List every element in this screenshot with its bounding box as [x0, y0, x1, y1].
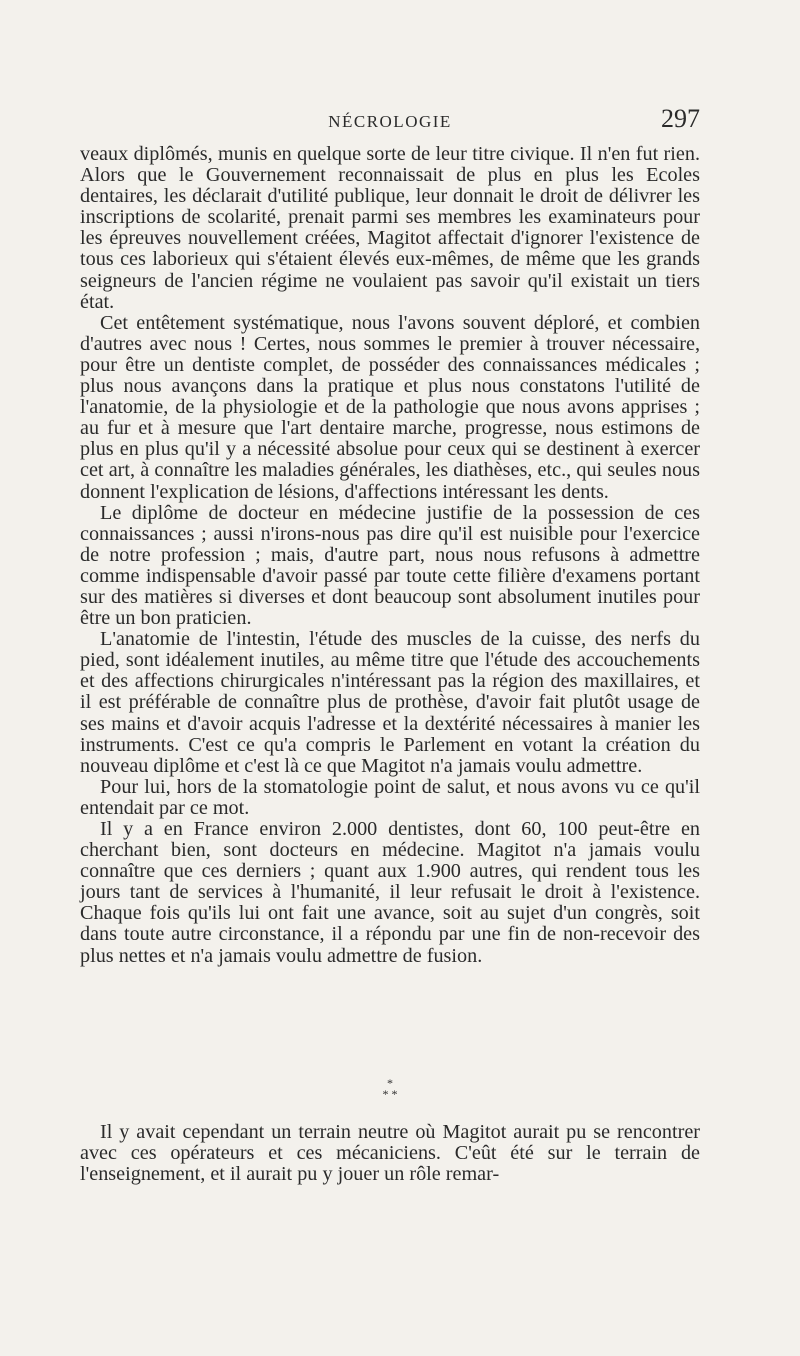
body-text-continued	[80, 1122, 700, 1185]
paragraph: Le diplôme de docteur en médecine justifie de la possession de ces connaissances ; aussi n'irons-nous pas dire qu'il est nuisible pour l'exercice de notre profession ; mais, d'autre part, nous nous refusons à admettre comme indispensable d'avoir passé par toute cette filière d'examens portant sur des matières si diverses et dont beaucoup sont absolument inutiles pour être un bon praticien.	[80, 501, 700, 630]
paragraph: Cet entêtement systématique, nous l'avons souvent déploré, et combien d'autres avec nous ! Certes, nous sommes le premier à trouver nécessaire, pour être un dentiste complet, de posséder des connaissances médicales ; plus nous avançons dans la pratique et plus nous constatons l'utilité de l'anatomie, de la physiologie et de la pathologie que nous avons apprises ; au fur et à mesure que l'art dentaire marche, progresse, nous estimons de plus en plus qu'il y a nécessité absolue pour ceux qui se destinent à exercer cet art, à connaître les maladies générales, les diathèses, etc., qui seules nous donnent l'explication de lésions, d'affections intéressant les dents.	[80, 311, 700, 503]
paragraph: L'anatomie de l'intestin, l'étude des muscles de la cuisse, des nerfs du pied, sont idéalement inutiles, au même titre que l'étude des accouchements et des affections chirurgicales n'intéressant pas la région des maxillaires, et il est préférable de connaître plus de prothèse, d'avoir fait plutôt usage de ses mains et d'avoir acquis l'adresse et la dextérité nécessaires à manier les instruments. C'est ce qu'a compris le Parlement en votant la création du nouveau diplôme et c'est là ce que Magitot n'a jamais voulu admettre.	[80, 628, 700, 777]
paragraph: Pour lui, hors de la stomatologie point de salut, et nous avons vu ce qu'il entendait par ce mot.	[80, 775, 700, 819]
section-separator	[80, 1078, 700, 1100]
paragraph: veaux diplômés, munis en quelque sorte de leur titre civique. Il n'en fut rien. Alors que le Gouvernement reconnaissait de plus en plus les Ecoles dentaires, les déclarait d'utilité publique, leur donnait le droit de délivrer les inscriptions de scolarité, prenait parmi ses membres les examinateurs pour les épreuves nouvellement créées, Magitot affectait d'ignorer l'existence de tous ces laborieux qui s'étaient élevés eux-mêmes, de même que les grands seigneurs de l'ancien régime ne voulaient pas savoir qu'il existait un tiers état.	[80, 143, 700, 313]
page-number: 297	[661, 104, 700, 133]
running-title: NÉCROLOGIE	[328, 112, 452, 131]
body-text	[80, 144, 700, 967]
asterism-bottom: * *	[382, 1087, 398, 1101]
asterism-top: *	[387, 1076, 393, 1090]
page-header	[80, 104, 700, 134]
paragraph: Il y a en France environ 2.000 dentistes, dont 60, 100 peut-être en cherchant bien, sont docteurs en médecine. Magitot n'a jamais voulu connaître que ces derniers ; quant aux 1.900 autres, qui rendent tous les jours tant de services à l'humanité, il leur refusait le droit à l'existence. Chaque fois qu'ils lui ont fait une avance, soit au sujet d'un congrès, soit dans toute autre circonstance, il a répondu par une fin de non-recevoir des plus nettes et n'a jamais voulu admettre de fusion.	[80, 818, 700, 967]
paragraph: Il y avait cependant un terrain neutre où Magitot aurait pu se rencontrer avec ces opérateurs et ces mécaniciens. C'eût été sur le terrain de l'enseignement, et il aurait pu y jouer un rôle remar-	[80, 1121, 700, 1186]
